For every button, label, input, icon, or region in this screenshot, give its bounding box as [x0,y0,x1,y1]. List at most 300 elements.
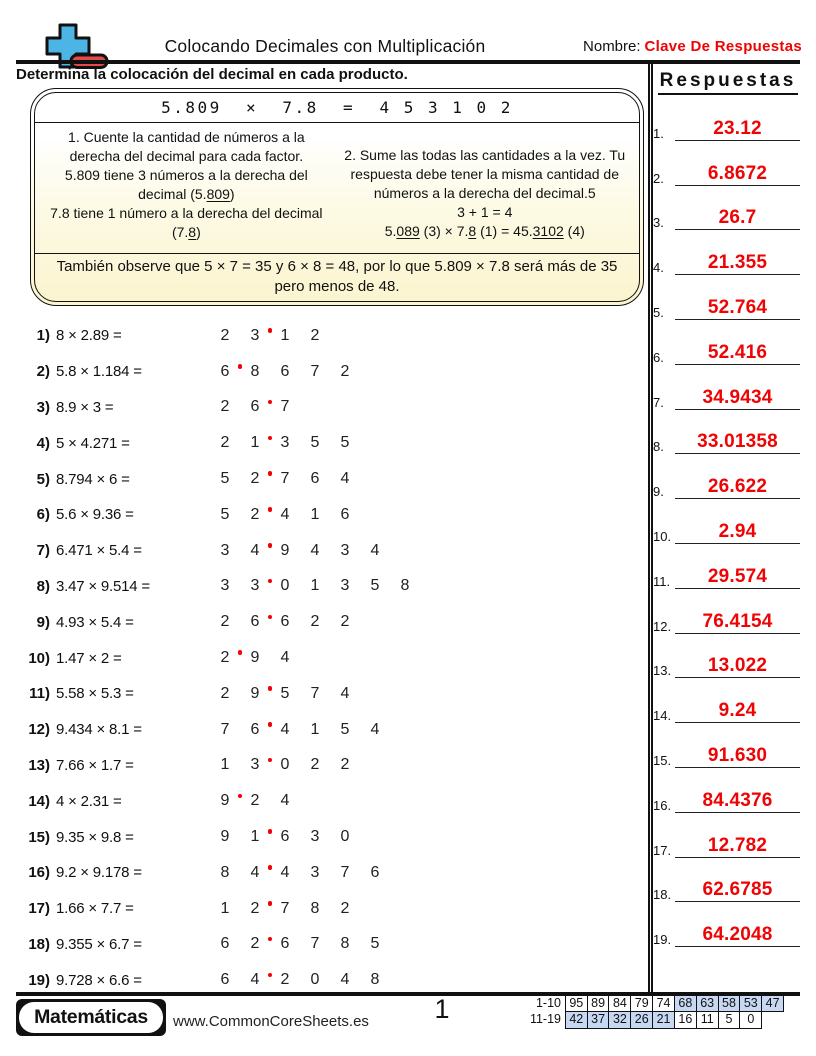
text-segment: ) [229,185,235,202]
answer-digits [210,935,390,953]
problem-row [16,461,646,497]
answer-line [675,297,800,320]
digit: 3 [310,863,320,881]
score-cell: 42 [565,1011,588,1028]
digit: 1 [310,720,320,738]
decimal-point-dot [238,794,243,799]
problem-row [16,533,646,569]
answer-number: 16. [653,797,672,813]
digit: 9 [270,542,300,560]
answer-digits [210,363,360,381]
answer-number: 15. [653,752,672,768]
digit: 0 [340,828,350,846]
decimal-point-dot [268,686,273,691]
digit: 3 [220,577,230,595]
decimal-point-dot [268,937,273,942]
digit: 8 [400,577,410,595]
digit: 2 [250,935,260,953]
score-row [522,1011,804,1028]
digit: 4 [340,470,350,488]
answer-value: 33.01358 [697,431,778,453]
digit: 7 [270,398,300,416]
score-cell: 32 [608,1011,631,1028]
name-label: Nombre: [583,38,641,55]
digit: 7 [310,362,320,380]
problem-expression: 5.6 × 9.36 = [56,506,134,524]
header-divider [16,60,800,64]
digit: 3 [250,756,260,774]
answer-line [675,476,800,499]
problem-number: 6) [36,506,50,524]
underlined-segment: 8 [468,222,477,239]
digit: 1 [220,756,230,774]
problem-number: 9) [36,613,50,631]
digit: 4 [270,864,300,882]
answer-line [675,700,800,723]
problem-row [16,390,646,426]
step1-intro: 1. Cuente la cantidad de números a la derecha del decimal para cada factor. [68,128,305,164]
answer-line [675,521,800,544]
page-title: Colocando Decimales con Multiplicación [164,36,486,56]
decimal-point-dot [268,758,273,763]
decimal-point-dot [238,364,243,369]
answer-line [675,163,800,186]
digit: 2 [250,505,260,523]
digit: 9 [220,792,230,810]
problem-number: 3) [36,398,50,416]
digit: 9 [240,649,270,667]
answer-value: 84.4376 [702,789,773,811]
digit: 6 [250,613,260,631]
problem-row [16,497,646,533]
digit: 6 [370,863,380,881]
digit: 6 [270,828,300,846]
digit: 7 [310,935,320,953]
score-cell: 16 [674,1011,697,1028]
example-step-1 [39,128,335,252]
text-segment: 5. [384,222,397,239]
score-cell: 68 [674,995,697,1012]
answer-digits [210,828,360,846]
digit: 4 [250,863,260,881]
text-segment: 7.8 tiene 1 número a la derecha del decimal (7. [50,204,323,240]
problem-expression: 8.9 × 3 = [56,398,114,416]
problem-row [16,712,646,748]
digit: 6 [340,505,350,523]
answer-row [653,776,800,821]
digit: 8 [370,971,380,989]
answer-line [675,835,800,858]
answer-line [675,655,800,678]
underlined-segment: 089 [396,222,420,239]
answer-number: 5. [653,304,664,320]
decimal-point-dot [268,436,273,441]
problem-expression: 5 × 4.271 = [56,434,130,452]
digit: 5 [310,434,320,452]
digit: 2 [220,434,230,452]
digit: 2 [220,684,230,702]
problem-number: 16) [28,864,50,882]
underlined-segment: 8 [188,223,197,240]
problem-number: 14) [28,792,50,810]
underlined-segment: 3102 [532,222,564,239]
problem-number: 2) [36,363,50,381]
score-range-label: 1-10 [535,996,561,1010]
problem-number: 10) [28,649,50,667]
digit: 4 [310,541,320,559]
answer-row [653,238,800,283]
digit: 7 [270,470,300,488]
score-cell: 58 [718,995,741,1012]
score-range-label: 11-19 [529,1012,561,1027]
digit: 7 [310,684,320,702]
digit: 6 [280,362,290,380]
answer-value: 12.782 [707,834,768,856]
answer-line [675,342,800,365]
answer-number: 18. [653,887,672,903]
decimal-point-dot [268,507,273,512]
digit: 4 [340,971,350,989]
answer-row [653,418,800,463]
digit: 6 [250,720,260,738]
digit: 5 [370,577,380,595]
answer-number: 11. [653,573,671,589]
digit: 6 [270,935,300,953]
text-segment: (4) [563,222,585,239]
decimal-point-dot [268,579,273,584]
digit: 4 [370,541,380,559]
digit: 2 [250,470,260,488]
problem-row [16,676,646,712]
answer-digits [210,398,300,416]
score-cell: 63 [696,995,719,1012]
problem-row [16,354,646,390]
answer-value: 9.24 [718,700,757,722]
answer-line [675,879,800,902]
answer-number: 3. [653,215,664,231]
digit: 2 [220,326,230,344]
answer-line [675,207,800,230]
answer-line [675,118,800,141]
decimal-point-dot [268,722,273,727]
digit: 7 [220,720,230,738]
digit: 7 [340,863,350,881]
problem-number: 19) [28,971,50,989]
answer-number: 10. [653,528,672,544]
instruction-text: Determina la colocación del decimal en cada producto. [16,66,408,83]
score-cell: 5 [718,1011,741,1028]
problem-row [16,891,646,927]
digit: 4 [280,649,290,667]
brand-badge [16,999,166,1036]
digit: 6 [220,935,230,953]
digit: 2 [250,899,260,917]
problem-number: 5) [36,470,50,488]
brand-label: Matemáticas [19,1002,163,1033]
digit: 3 [250,326,260,344]
digit: 6 [310,470,320,488]
problem-expression: 8.794 × 6 = [56,470,130,488]
answer-row [653,283,800,328]
digit: 5 [370,935,380,953]
answer-value: 52.416 [707,341,768,363]
problem-expression: 7.66 × 1.7 = [56,756,134,774]
digit: 1 [310,577,320,595]
problem-expression: 9.355 × 6.7 = [56,935,142,953]
score-cell: 84 [608,995,631,1012]
text-segment: (1) = 45. [476,222,533,239]
step2-sum: 3 + 1 = 4 [457,203,513,220]
digit: 2 [310,613,320,631]
underlined-segment: 809 [206,185,230,202]
digit: 2 [220,649,230,667]
digit: 4 [340,684,350,702]
problem-row [16,425,646,461]
answer-digits [210,327,330,345]
digit: 5 [340,720,350,738]
name-row [583,38,802,55]
answer-digits [210,542,390,560]
score-table [522,995,804,1029]
digit: 1 [270,327,300,345]
digit: 2 [340,899,350,917]
page-number: 1 [434,994,450,1024]
problem-number: 8) [36,577,50,595]
answer-row [653,552,800,597]
digit: 4 [250,541,260,559]
score-cell: 74 [652,995,675,1012]
answer-value: 29.574 [707,565,768,587]
digit: 0 [270,577,300,595]
example-box [30,88,644,306]
decimal-point-dot [268,829,273,834]
answer-digits [210,470,360,488]
digit: 3 [250,577,260,595]
answer-line [675,611,800,634]
answer-value: 62.6785 [702,879,773,901]
problem-row [16,819,646,855]
answer-row [653,149,800,194]
score-cell: 53 [739,995,762,1012]
answer-value: 6.8672 [707,162,768,184]
decimal-point-dot [268,471,273,476]
text-segment: ) [196,223,201,240]
answers-title: Respuestas [658,70,799,95]
digit: 8 [240,363,270,381]
problem-row [16,604,646,640]
answer-row [653,462,800,507]
problem-expression: 9.728 × 6.6 = [56,971,142,989]
example-steps [35,123,640,254]
answer-row [653,866,800,911]
answer-value: 76.4154 [702,610,773,632]
digit: 4 [250,971,260,989]
digit: 7 [270,900,300,918]
digit: 1 [250,434,260,452]
answer-value: 26.7 [718,207,757,229]
answer-value: 64.2048 [702,924,773,946]
decimal-point-dot [268,400,273,405]
answer-row [653,373,800,418]
score-cell: 95 [565,995,588,1012]
decimal-point-dot [268,865,273,870]
answer-digits [210,685,360,703]
answer-number: 6. [653,349,664,365]
step2-result [336,222,633,241]
answer-row [653,910,800,955]
score-row [522,995,804,1012]
score-cell: 37 [587,1011,610,1028]
answer-digits [210,506,360,524]
digit: 8 [310,899,320,917]
score-cell: 89 [587,995,610,1012]
problem-row [16,569,646,605]
step1-detail-a [45,166,329,204]
score-cell: 26 [630,1011,653,1028]
problem-expression: 9.2 × 9.178 = [56,864,142,882]
answer-line [675,252,800,275]
digit: 4 [270,506,300,524]
problem-number: 11) [29,685,50,703]
problem-expression: 3.47 × 9.514 = [56,577,150,595]
answer-row [653,821,800,866]
problem-number: 7) [36,542,50,560]
answer-value: 13.022 [707,655,768,677]
answer-value: 52.764 [707,296,768,318]
answer-digits [210,756,360,774]
digit: 5 [220,470,230,488]
answer-line [675,924,800,947]
digit: 4 [370,720,380,738]
digit: 0 [310,971,320,989]
site-url: www.CommonCoreSheets.es [173,1013,369,1030]
digit: 3 [310,828,320,846]
problem-expression: 6.471 × 5.4 = [56,542,142,560]
problem-expression: 4.93 × 5.4 = [56,613,134,631]
answer-row [653,642,800,687]
digit: 2 [310,326,320,344]
answer-number: 2. [653,170,664,186]
answer-number: 9. [653,484,664,500]
answer-line [675,790,800,813]
answer-line [675,745,800,768]
answer-number: 7. [653,394,664,410]
answer-number: 8. [653,439,664,455]
problem-expression: 9.434 × 8.1 = [56,721,142,739]
problem-expression: 8 × 2.89 = [56,327,122,345]
plus-minus-icon [38,22,118,72]
digit: 6 [270,613,300,631]
problem-number: 4) [36,434,50,452]
answers-header [655,70,801,92]
problem-expression: 4 × 2.31 = [56,792,122,810]
digit: 8 [220,863,230,881]
score-cell: 47 [761,995,784,1012]
problem-number: 17) [28,900,50,918]
digit: 6 [220,971,230,989]
problem-number: 12) [28,721,50,739]
problem-row [16,783,646,819]
problems-list [16,318,646,998]
digit: 3 [270,434,300,452]
digit: 2 [340,756,350,774]
answer-digits [210,900,360,918]
answer-line [675,387,800,410]
problem-expression: 1.66 × 7.7 = [56,900,134,918]
problem-row [16,927,646,963]
problem-expression: 1.47 × 2 = [56,649,122,667]
step1-detail-b [45,204,329,242]
problem-number: 15) [28,828,50,846]
problem-number: 13) [28,756,50,774]
answer-row [653,507,800,552]
digit: 1 [250,828,260,846]
answer-digits [210,434,360,452]
answer-row [653,731,800,776]
text-segment: (3) × 7. [419,222,469,239]
problem-number: 1) [36,327,50,345]
digit: 6 [250,398,260,416]
digit: 3 [340,577,350,595]
text-segment: 5.809 tiene 3 números a la derecha del decimal (5. [64,166,308,202]
score-cell: 0 [739,1011,762,1028]
example-step-2 [334,146,635,252]
answer-digits [210,649,300,667]
answer-value: 26.622 [707,476,768,498]
digit: 5 [220,505,230,523]
answer-number: 12. [653,618,672,634]
answer-line [675,566,800,589]
decimal-point-dot [268,901,273,906]
example-equation: 5.809 × 7.8 = 4 5 3 1 0 2 [35,93,640,123]
digit: 5 [340,434,350,452]
answer-number: 14. [653,708,672,724]
digit: 2 [220,613,230,631]
plus-minus-logo [38,22,118,72]
answer-line [675,431,800,454]
decimal-point-dot [268,615,273,620]
digit: 4 [280,792,290,810]
digit: 5 [270,685,300,703]
problem-expression: 5.8 × 1.184 = [56,363,142,381]
problem-row [16,855,646,891]
digit: 2 [340,613,350,631]
decimal-point-dot [268,328,273,333]
answer-value: 91.630 [707,744,768,766]
answer-row [653,597,800,642]
decimal-point-dot [238,650,243,655]
answer-row [653,194,800,239]
digit: 8 [340,935,350,953]
answer-digits [210,613,360,631]
answer-row [653,328,800,373]
problem-number: 18) [28,935,50,953]
answer-digits [210,971,390,989]
score-cell: 21 [652,1011,675,1028]
decimal-point-dot [268,973,273,978]
answer-number: 1. [653,125,664,141]
answer-value: 2.94 [718,520,757,542]
digit: 2 [310,756,320,774]
digit: 1 [310,505,320,523]
digit: 2 [270,971,300,989]
digit: 1 [220,899,230,917]
answer-number: 17. [653,842,672,858]
answer-digits [210,721,390,739]
answer-digits [210,864,390,882]
answer-row [653,686,800,731]
answer-digits [210,577,420,595]
